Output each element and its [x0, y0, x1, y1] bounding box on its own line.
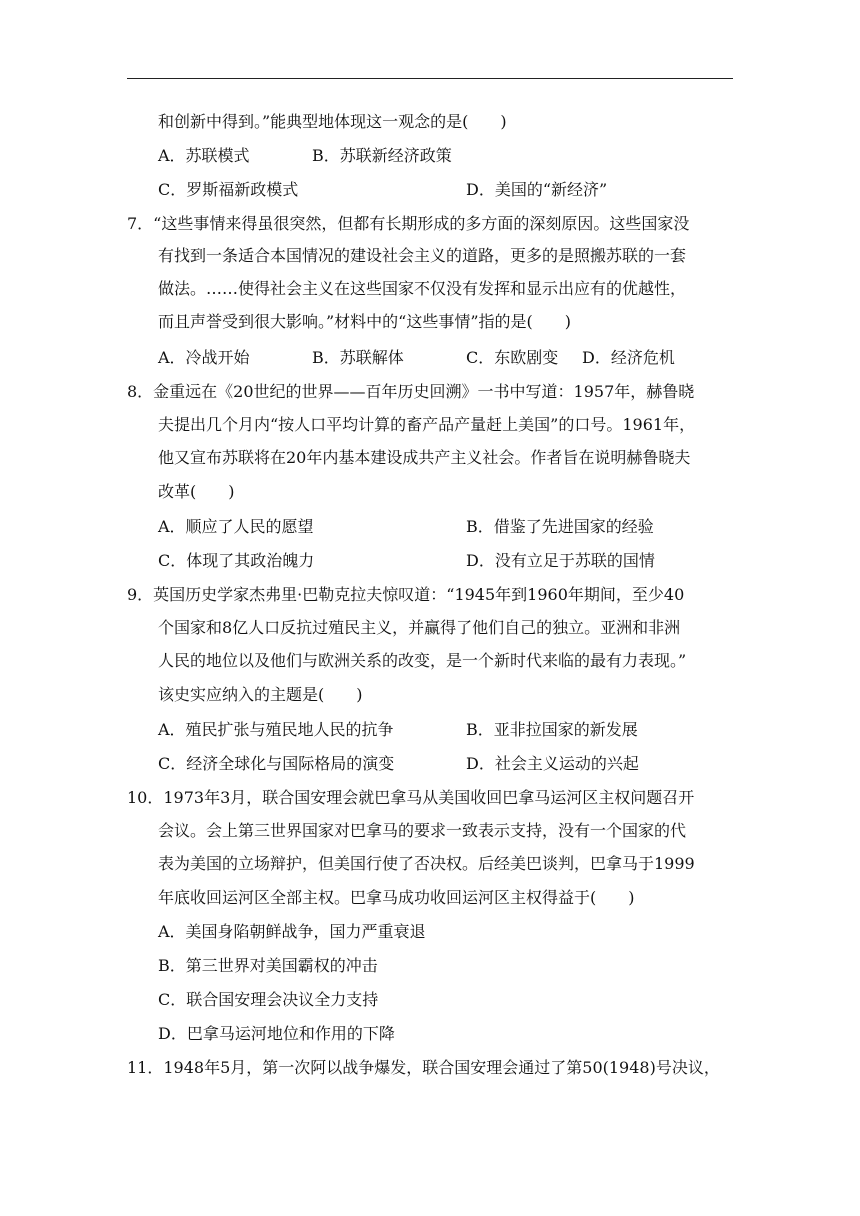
option-c: C．东欧剧变	[466, 348, 559, 367]
question-stem-line: 10．1973年3月，联合国安理会就巴拿马从美国收回巴拿马运河区主权问题召开	[127, 788, 695, 807]
option-b: B．借鉴了先进国家的经验	[466, 517, 654, 536]
option-d: D．社会主义运动的兴起	[466, 754, 639, 773]
option-b: B．苏联新经济政策	[312, 146, 452, 165]
option-d: D．巴拿马运河地位和作用的下降	[158, 1024, 395, 1043]
option-c: C．经济全球化与国际格局的演变	[158, 754, 395, 773]
question-stem-line: 个国家和8亿人口反抗过殖民主义，并赢得了他们自己的独立。亚洲和非洲	[158, 618, 681, 637]
question-stem-line: 9．英国历史学家杰弗里·巴勒克拉夫惊叹道：“1945年到1960年期间，至少40	[127, 585, 685, 604]
question-stem-line: 而且声誉受到很大影响。”材料中的“这些事情”指的是( )	[158, 312, 572, 331]
option-d: D．没有立足于苏联的国情	[466, 551, 655, 570]
question-stem-line: 会议。会上第三世界国家对巴拿马的要求一致表示支持，没有一个国家的代	[158, 821, 687, 840]
option-a: A．殖民扩张与殖民地人民的抗争	[158, 720, 394, 739]
question-stem-line: 7．“这些事情来得虽很突然，但都有长期形成的多方面的深刻原因。这些国家没	[127, 214, 690, 233]
option-c: C．罗斯福新政模式	[158, 180, 299, 199]
option-d: D．美国的“新经济”	[466, 180, 608, 199]
option-a: A．苏联模式	[158, 146, 250, 165]
question-stem-line: 和创新中得到。”能典型地体现这一观念的是( )	[158, 112, 507, 131]
question-stem-line: 夫提出几个月内“按人口平均计算的畜产品产量赶上美国”的口号。1961年，	[158, 415, 696, 434]
option-b: B．苏联解体	[312, 348, 404, 367]
question-stem-line: 表为美国的立场辩护，但美国行使了否决权。后经美巴谈判，巴拿马于1999	[158, 854, 695, 873]
option-d: D．经济危机	[582, 348, 675, 367]
question-stem-line: 做法。……使得社会主义在这些国家不仅没有发挥和显示出应有的优越性，	[158, 279, 687, 298]
option-c: C．体现了其政治魄力	[158, 551, 315, 570]
question-stem-line: 8．金重远在《20世纪的世界——百年历史回溯》一书中写道：1957年，赫鲁晓	[127, 382, 695, 401]
option-c: C．联合国安理会决议全力支持	[158, 990, 379, 1009]
question-stem-line: 改革( )	[158, 482, 235, 501]
question-stem-line: 人民的地位以及他们与欧洲关系的改变，是一个新时代来临的最有力表现。”	[158, 651, 687, 670]
option-a: A．美国身陷朝鲜战争，国力严重衰退	[158, 922, 426, 941]
option-b: B．亚非拉国家的新发展	[466, 720, 638, 739]
question-stem-line: 11．1948年5月，第一次阿以战争爆发，联合国安理会通过了第50(1948)号决议，	[127, 1058, 720, 1077]
question-stem-line: 他又宣布苏联将在20年内基本建设成共产主义社会。作者旨在说明赫鲁晓夫	[158, 448, 691, 467]
option-a: A．顺应了人民的愿望	[158, 517, 314, 536]
question-stem-line: 年底收回运河区全部主权。巴拿马成功收回运河区主权得益于( )	[158, 888, 635, 907]
header-rule	[127, 78, 733, 79]
option-b: B．第三世界对美国霸权的冲击	[158, 956, 378, 975]
question-stem-line: 有找到一条适合本国情况的建设社会主义的道路，更多的是照搬苏联的一套	[158, 246, 687, 265]
option-a: A．冷战开始	[158, 348, 250, 367]
question-stem-line: 该史实应纳入的主题是( )	[158, 685, 363, 704]
